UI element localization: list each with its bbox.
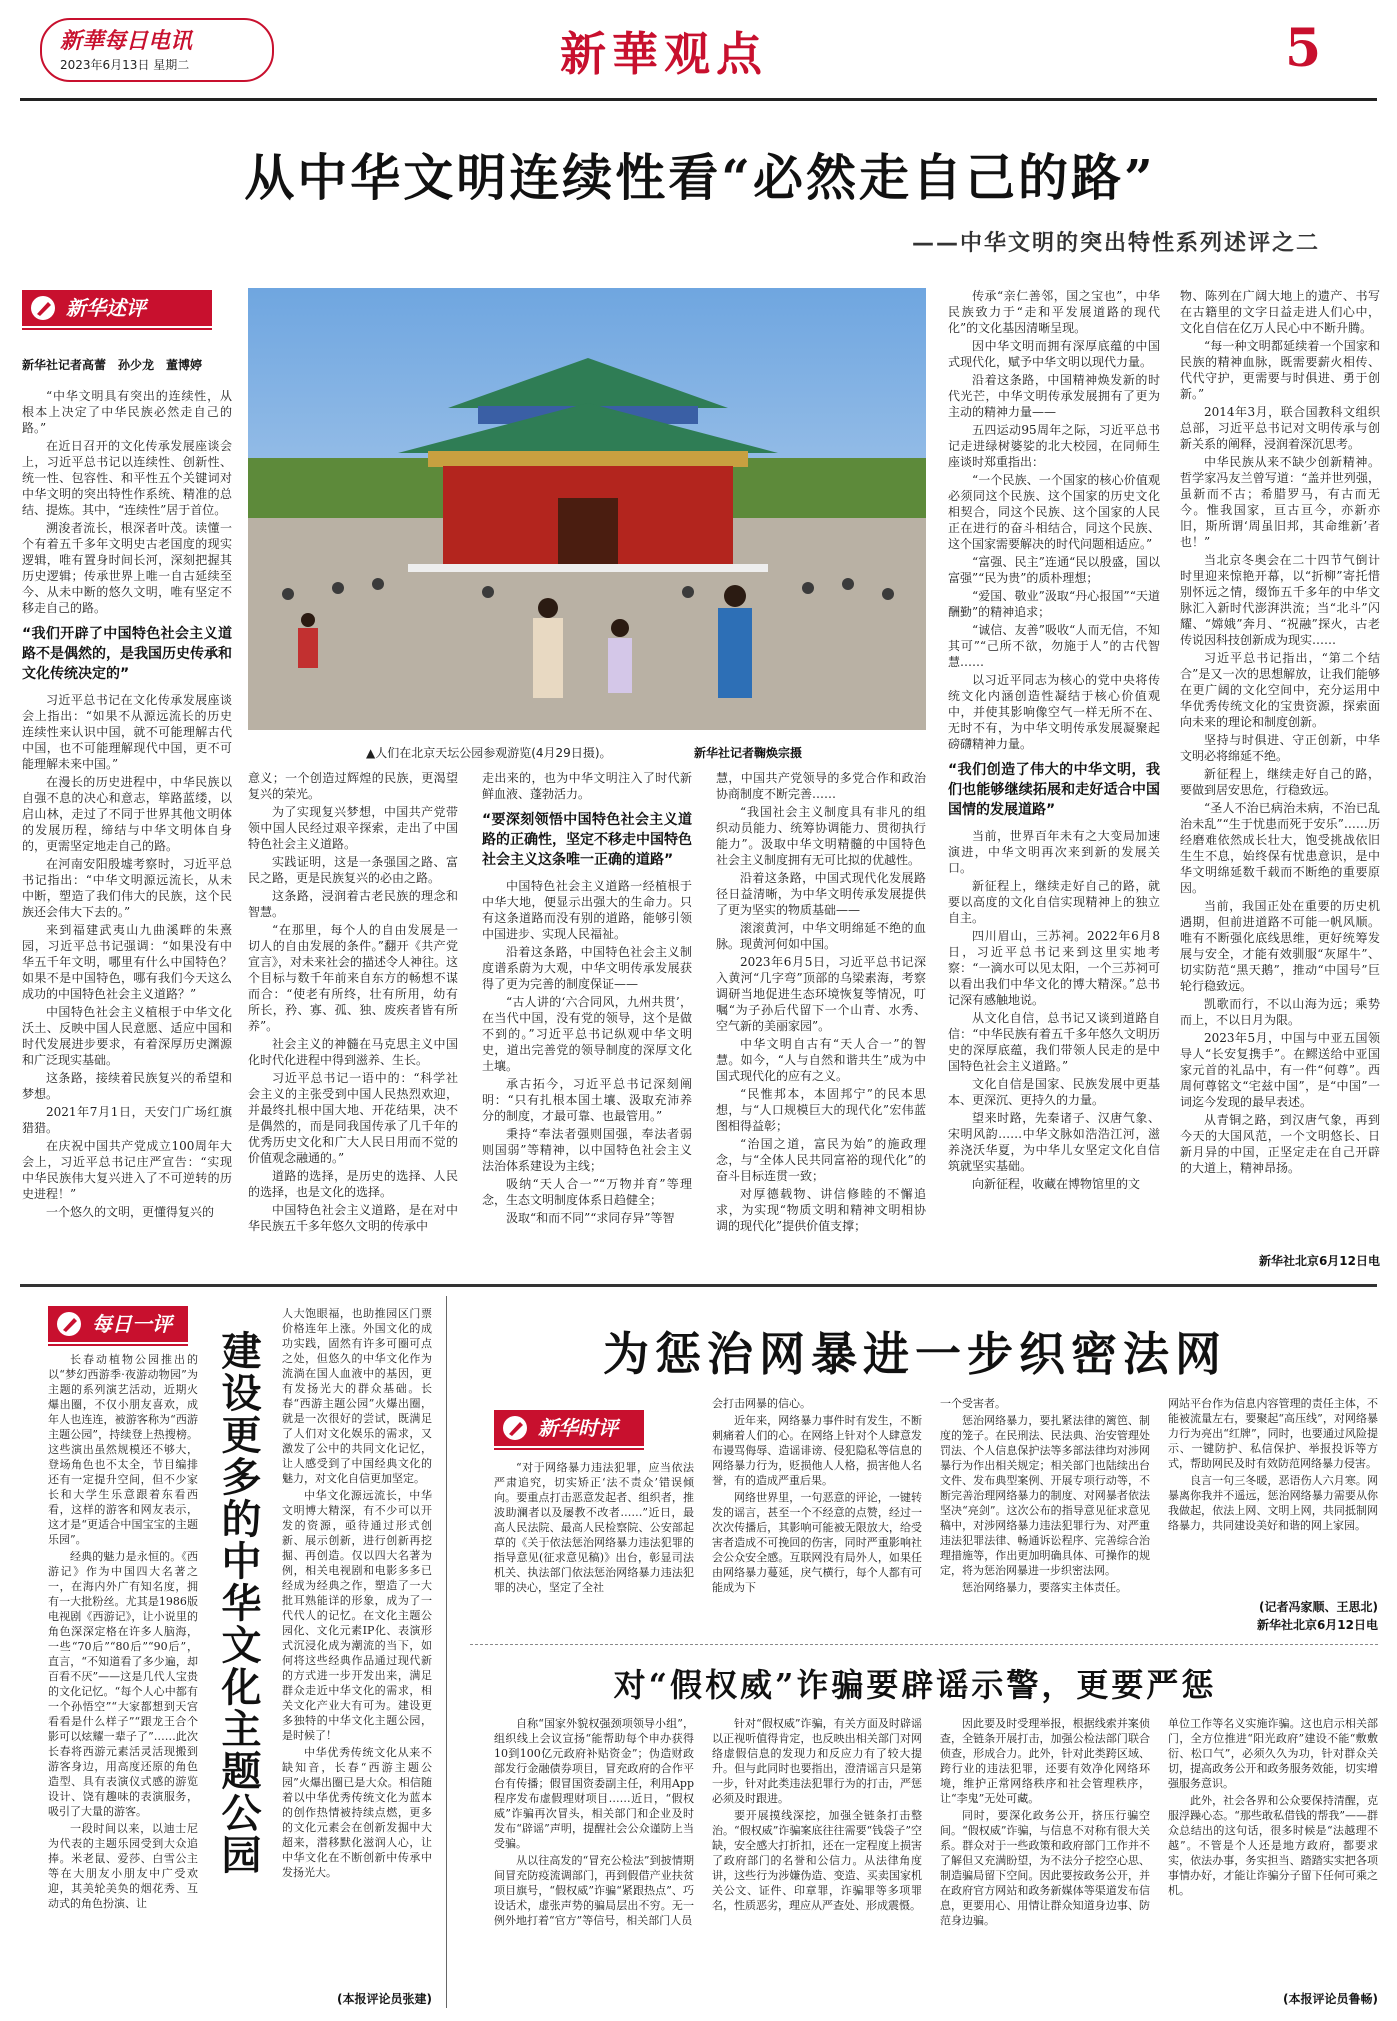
paragraph: 沿着这条路，中国精神焕发新的时代光芒，中华文明传承发展拥有了更为主动的精神力量——: [948, 373, 1160, 419]
paragraph: 中华优秀传统文化从来不缺知音，长春“西游主题公园”火爆出圈已是大众。相信随着以中华优秀传统文化为蓝本的创作热情被持续点燃，更多的文化元素会在创新发掘中大超来，潜移默化滋润人心，让中华文化在不断创新中传承中发扬光大。: [282, 1746, 432, 1879]
paragraph: 此外，社会各界和公众要保持清醒，克服浮躁心态。“那些敢私借钱的帮我”——群众总结出的这句话，很多时候是“法越理不越”。不管是个人还是地方政府，都要求实，依法办事，务实担当、踏踏实实把各项事情办好，才能让诈骗分子留下任何可乘之机。: [1168, 1794, 1378, 1897]
paragraph: “每一种文明都延续着一个国家和民族的精神血脉，既需要薪火相传、代代守护，更需要与时俱进、勇于创新。”: [1180, 339, 1380, 401]
paragraph: 汲取“和而不同”“求同存异”等智: [506, 1211, 675, 1225]
paragraph: 近年来，网络暴力事件时有发生，不断刺痛着人们的心。在网络上针对个人肆意发布谩骂侮辱、造谣诽谤、侵犯隐私等信息的网络暴力行为，贬损他人人格，损害他人名誉，有的造成严重后果。: [712, 1414, 922, 1487]
paragraph: 传承“亲仁善邻，国之宝也”，中华民族致力于“走和平发展道路的现代化”的文化基因清晰呈现。: [948, 289, 1160, 335]
main-column-2: [248, 770, 458, 1270]
xinhua-commentary-tag: [22, 290, 212, 326]
main-title: 从中华文明连续性看“必然走自己的路”: [244, 148, 1156, 207]
paragraph: 2023年6月5日，习近平总书记深入黄河“几字弯”顶部的乌梁素海，考察调研当地促进生态环境恢复等情况，叮嘱“为子孙后代留下一个山青、水秀、空气新的美丽家园”。: [716, 955, 926, 1033]
paper-name: 新華每日电讯: [60, 28, 193, 54]
paragraph: 一个受害者。: [940, 1397, 1006, 1410]
commentary3-column-2: [712, 1716, 922, 2006]
paragraph: “我国社会主义制度具有非凡的组织动员能力、统筹协调能力、贯彻执行能力”。汲取中华文明精髓的中国特色社会主义制度拥有无可比拟的优越性。: [716, 805, 926, 867]
commentary1-title: 建设更多的中华文化主题公园: [215, 1330, 262, 1876]
paragraph: 意义；一个创造过辉煌的民族，更渴望复兴的荣光。: [248, 771, 458, 801]
paragraph: 长春动植物公园推出的以“梦幻西游季·夜游动物园”为主题的系列演艺活动，近期火爆出圈，不仅小朋友喜欢，成年人也连连，被游客称为“西游主题公园”，持续登上热搜榜。这些演出虽然规模还不够大，登场角色也不太全，节目编排还有一定提升空间，但不少家长和大学生乐意跟着东看西看，这样的游客和网友表示，这才是“更适合中国宝宝的主题乐园”。: [48, 1353, 198, 1546]
paragraph: 会打击网暴的信心。: [712, 1397, 811, 1410]
dashed-divider: [470, 1644, 1378, 1645]
tag-label: 新华时评: [538, 1416, 618, 1440]
paragraph: “古人讲的‘六合同风，九州共贯’，在当代中国，没有党的领导，这个是做不到的。”习近平总书记纵观中华文明史，道出完善党的领导制度的深厚文化土壤。: [482, 995, 692, 1073]
main-signoff: 新华社北京6月12日电: [1258, 1254, 1380, 1268]
paragraph: 当前，我国正处在重要的历史机遇期，但前进道路不可能一帆风顺。唯有不断强化底线思维，更好统筹发展与安全，才能有效驯服“灰犀牛”、切实防范“黑天鹅”，推动“中国号”巨轮行稳致远。: [1180, 899, 1380, 993]
paragraph: 从青铜之路，到汉唐气象，再到今天的大国风范，一个文明悠长、日新月异的中国，正坚定走在自己开辟的大道上，精神昂扬。: [1180, 1113, 1380, 1175]
paragraph: “一个民族、一个国家的核心价值观必须同这个民族、这个国家的历史文化相契合，同这个民族、这个国家的人民正在进行的奋斗相结合，同这个民族、这个国家需要解决的时代问题相适应。”: [948, 473, 1160, 551]
paragraph: 吸纳“天人合一”“万物并育”等理念，生态文明制度体系日趋健全；: [482, 1177, 692, 1207]
commentary2-column-3: [940, 1396, 1150, 1636]
paragraph: 经典的魅力是永恒的。《西游记》作为中国四大名著之一，在海内外广有知名度，拥有一大批粉丝。尤其是1986版电视剧《西游记》，让小说里的角色深深定格在许多人脑海，一些“70后”“80后”“90后”，直言，“不知道看了多少遍，却百看不厌”——这是几代人宝贵的文化记忆。“每个人心中都有一个孙悟空”“大家都想到天宫看看是什么样子”“跟龙王合个影可以炫耀一辈子了”……此次长春将西游元素活灵活现搬到游客身边，用高度还原的角色造型、具有表演仪式感的游览设计、饶有趣味的表演服务，吸引了大量的游客。: [48, 1550, 198, 1818]
paragraph: 在庆祝中国共产党成立100周年大会上，习近平总书记庄严宣告：“实现中华民族伟大复兴进入了不可逆转的历史进程！”: [22, 1139, 232, 1201]
paragraph: 对厚德载物、讲信修睦的不懈追求，为实现“物质文明和精神文明相协调的现代化”提供价值支撑；: [716, 1187, 926, 1233]
paragraph: 单位工作等名义实施诈骗。这也启示相关部门，全方位推进“阳光政府”建设不能“敷敷衍、松口气”，必须久久为功，针对群众关切，提高政务公开和政务服务效能，切实增强服务意识。: [1168, 1717, 1378, 1790]
paragraph: 在河南安阳殷墟考察时，习近平总书记指出：“中华文明源远流长，从未中断，塑造了我们伟大的民族，这个民族还会伟大下去的。”: [22, 857, 232, 919]
commentary1-column-1: [48, 1352, 198, 2008]
commentary1-signoff: (本报评论员张建): [337, 1992, 432, 2006]
paragraph: 一个悠久的文明，更懂得复兴的: [46, 1205, 215, 1219]
tag-label: 每日一评: [92, 1312, 172, 1336]
vertical-divider: [446, 1296, 447, 2008]
paragraph: 同时，要深化政务公开，挤压行骗空间。“假权威”诈骗，与信息不对称有很大关系。群众对于一些政策和政府部门工作并不了解但又充满盼望，为不法分子挖空心思、制造骗局留下空间。因此要按政务公开，并在政府官方网站和政务新媒体等渠道发布信息，更要用心、用情让群众知道身边事、防范身边骗。: [940, 1809, 1150, 1927]
paragraph: 针对“假权威”诈骗，有关方面及时辟谣以正视听值得肯定，也反映出相关部门对网络虚假信息的发现力和反应力有了较大提升。但与此同时也要指出，澄清谣言只是第一步，针对此类违法犯罪行为的打击，严惩必须及时跟进。: [712, 1717, 922, 1805]
main-column-4: [716, 770, 926, 1270]
paragraph: “中华文明具有突出的连续性，从根本上决定了中华民族必然走自己的路。”: [22, 389, 232, 435]
paragraph: 中国特色社会主义道路，是在对中华民族五千多年悠久文明的传承中: [248, 1203, 458, 1233]
paragraph: 人大饱眼福，也助推园区门票价格连年上涨。外国文化的成功实践，固然有许多可圈可点之处，但悠久的中华文化作为流淌在国人血液中的基因，更有发扬光大的群众基础。长春“西游主题公园”火爆出圈，就是一次很好的尝试，既满足了人们对文化娱乐的需求，又激发了公中的共同文化记忆，让人感受到了中国经典文化的魅力，对文化自信更加坚定。: [282, 1307, 432, 1485]
commentary3-title: 对“假权威”诈骗要辟谣示警，更要严惩: [613, 1666, 1217, 1704]
paragraph: 文化自信是国家、民族发展中更基本、更深沉、更持久的力量。: [948, 1077, 1160, 1107]
paragraph: 中国特色社会主义植根于中华文化沃土、反映中国人民意愿、适应中国和时代发展进步要求，有着深厚历史渊源和广泛现实基础。: [22, 1005, 232, 1067]
pen-icon: [28, 295, 58, 321]
paragraph: 这条路，接续着民族复兴的希望和梦想。: [22, 1071, 232, 1101]
paragraph: 溯浚者流长，根深者叶茂。读懂一个有着五千多年文明史古老国度的现实逻辑，唯有置身时间长河，深刻把握其历史逻辑；传承世界上唯一自古延续至今、从未中断的悠久文明，唯有坚定不移走自己的路。: [22, 521, 232, 615]
paragraph: 为了实现复兴梦想，中国共产党带领中国人民经过艰辛探索，走出了中国特色社会主义道路。: [248, 805, 458, 851]
commentary3-column-4: [1168, 1716, 1378, 1986]
commentary2-column-1: [494, 1460, 694, 1636]
paragraph: 中华民族从来不缺少创新精神。哲学家冯友兰曾写道：“盖并世列强，虽新而不古；希腊罗马，有古而无今。惟我国家，亘古亘今，亦新亦旧，斯所谓‘周虽旧邦，其命维新’者也！”: [1180, 455, 1380, 549]
pen-icon: [500, 1415, 530, 1441]
section-subheading: “我们开辟了中国特色社会主义道路不是偶然的，是我国历史传承和文化传统决定的”: [22, 626, 232, 682]
paragraph: 这条路，浸润着古老民族的理念和智慧。: [248, 889, 458, 919]
commentary3-column-1: [494, 1716, 694, 2006]
xinhua-timely-comment-tag: [494, 1410, 644, 1446]
paragraph: 惩治网络暴力，要落实主体责任。: [962, 1581, 1127, 1594]
paragraph: 因此要及时受理举报，根据线索并案侦查，全链条开展打击，加强公检法部门联合侦查，形成合力。此外，针对此类跨区域、跨行业的违法犯罪，还要有效净化网络环境，维护正常网络秩序和社会管理秩序，让“李鬼”无处可藏。: [940, 1717, 1150, 1805]
paragraph: “圣人不治已病治未病，不治已乱治未乱”“生于忧患而死于安乐”……历经磨难依然成长壮大，饱受挑战依旧生生不息，始终保有忧患意识，是中华文明绵延数千载而不断绝的重要原因。: [1180, 801, 1380, 895]
commentary3-column-3: [940, 1716, 1150, 2006]
paragraph: 网络世界里，一句恶意的评论，一键转发的谣言，甚至一个不经意的点赞，经过一次次传播后，其影响可能被无限放大，给受害者造成不可挽回的伤害，同时严重影响社会公众安全感。互联网没有局外人，如果任由网络暴力蔓延，戾气横行，每个人都有可能成为下: [712, 1491, 922, 1594]
paragraph: “民惟邦本，本固邦宁”的民本思想，与“人口规模巨大的现代化”宏伟蓝图相得益彰；: [716, 1087, 926, 1133]
paragraph: 在漫长的历史进程中，中华民族以自强不息的决心和意志，筚路蓝缕，以启山林，走过了不同于世界其他文明体的发展历程，缔结与中华文明体自身的，更需坚定地走自己的路。: [22, 775, 232, 853]
paragraph: 来到福建武夷山九曲溪畔的朱熹园，习近平总书记强调：“如果没有中华五千年文明，哪里有什么中国特色？如果不是中国特色，哪有我们今天这么成功的中国特色社会主义道路？”: [22, 923, 232, 1001]
paragraph: 沿着这条路，中国特色社会主义制度谱系蔚为大观，中华文明传承发展获得了更为完善的制度保证——: [482, 945, 692, 991]
paragraph: 自称“国家外貌权强颈项领导小组”，组织线上会议宣扬“能帮助每个申办获得10到100亿元政府补贴资金”；伪造财政部发行金融债券项目，冒充政府的合作平台有传播；假冒国资委副主任，利用App程序发布虚假理财项目……近日，“假权威”诈骗再次冒头，相关部门和企业及时发布“辟谣”声明，提醒社会公众谨防上当受骗。: [494, 1717, 694, 1850]
paragraph: 当前，世界百年未有之大变局加速演进，中华文明再次来到新的发展关口。: [948, 829, 1160, 875]
paragraph: 承古拓今，习近平总书记深刻阐明：“只有扎根本国土壤、汲取充沛养分的制度，才最可靠、也最管用。”: [482, 1077, 692, 1123]
photo-credit: 新华社记者鞠焕宗摄: [694, 746, 803, 760]
issue-date: 2023年6月13日 星期二: [60, 58, 190, 72]
paragraph: 从以往高发的“冒充公检法”到披情期间冒充防疫流调部门，再到假借产业扶贫项目旗号，“假权威”诈骗“紧跟热点”、巧设话术，虚张声势的骗局层出不穷。无一例外地打着“官方”等信号，相关部门人员: [494, 1854, 694, 1927]
paragraph: 物、陈列在广阔大地上的遗产、书写在古籍里的文字日益走进人们心中，文化自信在亿万人民心中不断升腾。: [1180, 289, 1380, 335]
paragraph: 习近平总书记指出，“第二个结合”是又一次的思想解放，让我们能够在更广阔的文化空间中，充分运用中华优秀传统文化的宝贵资源，探索面向未来的理论和制度创新。: [1180, 651, 1380, 729]
paragraph: 四川眉山，三苏祠。2022年6月8日，习近平总书记来到这里实地考察：“一滴水可以见太阳，一个三苏祠可以看出我们中华文化的博大精深。”总书记深有感触地说。: [948, 929, 1160, 1007]
paragraph: 新征程上，继续走好自己的路，就要以高度的文化自信实现精神上的独立自主。: [948, 879, 1160, 925]
paragraph: 良言一句三冬暖，恶语伤人六月寒。网暴离你我并不遥远，惩治网络暴力需要从你我做起，依法上网、文明上网，共同抵制网络暴力，共同建设美好和谐的网上家园。: [1168, 1474, 1378, 1532]
main-column-3: [482, 770, 692, 1270]
section-subheading: “要深刻领悟中国特色社会主义道路的正确性，坚定不移走中国特色社会主义这条唯一正确的道路”: [482, 812, 692, 868]
paragraph: 从文化自信，总书记又谈到道路自信：“中华民族有着五千多年悠久文明历史的深厚底蕴，我们带领人民走的是中国特色社会主义道路。”: [948, 1011, 1160, 1073]
paragraph: 2021年7月1日，天安门广场红旗猎猎。: [22, 1105, 232, 1135]
paragraph: “治国之道，富民为始”的施政理念，与“全体人民共同富裕的现代化”的奋斗目标连贯一致；: [716, 1137, 926, 1183]
paragraph: 走出来的，也为中华文明注入了时代新鲜血液、蓬勃活力。: [482, 771, 692, 801]
paragraph: 以习近平同志为核心的党中央将传统文化内涵创造性凝结于核心价值观中，并使其影响像空气一样无所不在、无时不有，为中华文明传承发展凝聚起磅礴精神力量。: [948, 673, 1160, 751]
paragraph: 新征程上，继续走好自己的路，要做到居安思危，行稳致远。: [1180, 767, 1380, 797]
main-column-1: [22, 388, 232, 1270]
paragraph: 凯歌而行，不以山海为远；乘势而上，不以日月为限。: [1180, 997, 1380, 1027]
paragraph: 在近日召开的文化传承发展座谈会上，习近平总书记以连续性、创新性、统一性、包容性、和平性五个关键词对中华文明的突出特性作系统、精准的总结、提炼。其中，“连续性”居于首位。: [22, 439, 232, 517]
paragraph: 一段时间以来，以迪士尼为代表的主题乐园受到大众追捧。米老鼠、爱莎、白雪公主等在大朋友小朋友中广受欢迎，其美轮美奂的烟花秀、互动式的角色扮演、让: [48, 1822, 198, 1910]
paragraph: “诚信、友善”吸收“人而无信，不知其可”“己所不欲，勿施于人”的古代智慧……: [948, 623, 1160, 669]
paragraph: 坚持与时俱进、守正创新，中华文明必将绵延不绝。: [1180, 733, 1380, 763]
commentary2-column-2: [712, 1396, 922, 1636]
daily-commentary-tag: [48, 1306, 188, 1342]
paragraph: 习近平总书记在文化传承发展座谈会上指出：“如果不从源远流长的历史连续性来认识中国，就不可能理解古代中国，也不可能理解现代中国，更不可能理解未来中国。”: [22, 693, 232, 771]
paragraph: 中国特色社会主义道路一经植根于中华大地，便显示出强大的生命力。只有这条道路而没有别的道路，能够引领中国进步、实现人民福祉。: [482, 879, 692, 941]
paragraph: “富强、民主”连通“民以殷盛，国以富强”“民为贵”的质朴理想；: [948, 555, 1160, 585]
section-subheading: “我们创造了伟大的中华文明，我们也能够继续拓展和走好适合中国国情的发展道路”: [948, 762, 1160, 818]
main-column-6: [1180, 288, 1380, 1248]
paragraph: 实践证明，这是一条强国之路、富民之路，更是民族复兴的必由之路。: [248, 855, 458, 885]
paragraph: 秉持“奉法者强则国强，奉法者弱则国弱”等精神，以中国特色社会主义法治体系建设为主线；: [482, 1127, 692, 1173]
pen-icon: [54, 1311, 84, 1337]
page-number: 5: [1285, 18, 1322, 79]
paragraph: 滚滚黄河，中华文明绵延不绝的血脉。现黄河何如中国。: [716, 921, 926, 951]
section-divider: [20, 1284, 1377, 1287]
commentary2-signoff: 新华社北京6月12日电: [1256, 1618, 1378, 1632]
photo-illustration: [248, 288, 926, 730]
paragraph: 五四运动95周年之际，习近平总书记走进绿树婆娑的北大校园，在同师生座谈时郑重指出：: [948, 423, 1160, 469]
tag-label: 新华述评: [66, 296, 146, 320]
masthead: [0, 0, 1397, 100]
temple-of-heaven-photo: [248, 288, 926, 730]
paragraph: “爱国、敬业”汲取“丹心报国”“天道酬勤”的精神追求；: [948, 589, 1160, 619]
main-subtitle: ——中华文明的突出特性系列述评之二: [911, 231, 1320, 256]
commentary3-signoff: (本报评论员鲁畅): [1283, 1992, 1378, 2006]
paragraph: 惩治网络暴力，要扎紧法律的篱笆、制度的笼子。在民刑法、民法典、治安管理处罚法、个人信息保护法等多部法律均对涉网暴行为作出相关规定；相关部门也陆续出台文件、发布典型案例、开展专项行动等，不断完善治理网络暴力的制度、对网暴者依法坚决“亮剑”。这次公布的指导意见征求意见稿中，对涉网络暴力违法犯罪行为、对严重违法犯罪法律、畅通诉讼程序、完善综合治理措施等，作出更加明确具体、可操作的规定，将为惩治网暴进一步织密法网。: [940, 1414, 1150, 1577]
masthead-rule: [20, 98, 1377, 101]
paragraph: 社会主义的神髓在马克思主义中国化时代化进程中得到滋养、生长。: [248, 1037, 458, 1067]
paragraph: “在那里，每个人的自由发展是一切人的自由发展的条件。”翻开《共产党宣言》，对未来社会的描述令人神往。这个目标与数千年前来自东方的畅想不谋而合：“使老有所终，壮有所用，幼有所长，矜、寡、孤、独、废疾者皆有所养”。: [248, 923, 458, 1033]
paragraph: 因中华文明而拥有深厚底蕴的中国式现代化，赋予中华文明以现代力量。: [948, 339, 1160, 369]
commentary1-column-2: [282, 1306, 432, 1988]
paragraph: 习近平总书记一语中的：“科学社会主义的主张受到中国人民热烈欢迎，并最终扎根中国大地、开花结果，决不是偶然的，而是同我国传承了几千年的优秀历史文化和广大人民日用而不觉的价值观念融通的。”: [248, 1071, 458, 1165]
commentary2-column-4: [1168, 1396, 1378, 1596]
main-column-5: [948, 288, 1160, 1270]
paragraph: 2023年5月，中国与中亚五国领导人“长安复携手”。在鳏送给中亚国家元首的礼品中，有一件“何尊”。西周何尊铭文“宅兹中国”，是“中国”一词迄今发现的最早表述。: [1180, 1031, 1380, 1109]
paragraph: 要开展摸线深挖，加强全链条打击整治。“假权威”诈骗案底往往需要“钱袋子”空缺，安全感大打折扣，还在一定程度上损害了政府部门的名誉和公信力。从法律角度讲，这些行为涉嫌伪造、变造、买卖国家机关公文、证件、印章罪，诈骗罪等多项罪名，性质恶劣，理应从严查处、形成震慑。: [712, 1809, 922, 1912]
commentary2-title: 为惩治网暴进一步织密法网: [603, 1327, 1227, 1381]
paragraph: 望来时路，先秦诸子、汉唐气象、宋明风韵……中华文脉如浩浩江河，滋养浇沃华夏，为中华儿女坚定文化自信筑就坚实基础。: [948, 1111, 1160, 1173]
paragraph: 网站平台作为信息内容管理的责任主体，不能被流量左右，要聚起“高压线”，对网络暴力行为亮出“红牌”，同时，也要通过风险提示、一键防护、私信保护、举报投诉等方式，帮助网民及时有效防范网络暴力侵害。: [1168, 1397, 1378, 1470]
paragraph: 道路的选择，是历史的选择、人民的选择，也是文化的选择。: [248, 1169, 458, 1199]
paragraph: 2014年3月，联合国教科文组织总部，习近平总书记对文明传承与创新关系的阐释，浸润着深沉思考。: [1180, 405, 1380, 451]
paragraph: 中华文化源远流长，中华文明博大精深，有不少可以开发的资源，亟待通过形式创新、展示创新，进行创新再挖掘、再创造。仅以四大名著为例，相关电视剧和电影多多已经成为经典之作，塑造了一大批耳熟能详的形象，成为了一代代人的记忆。在文化主题公园化、文化元素IP化、表演形式沉浸化成为潮流的当下，如何将这些经典作品通过现代新的方式进一步开发出来，满足群众走近中华文化的需求，相关文化产业大有可为。建设更多独特的中华文化主题公园，是时候了！: [282, 1489, 432, 1742]
paragraph: 慧，中国共产党领导的多党合作和政治协商制度不断完善……: [716, 771, 926, 801]
paragraph: 向新征程，收藏在博物馆里的文: [972, 1177, 1141, 1191]
paragraph: 当北京冬奥会在二十四节气倒计时里迎来惊艳开幕，以“折柳”寄托惜别怀远之情，缀饰五千多年的中华文脉汇入新时代澎湃洪流；当“北斗”闪耀、“嫦娥”奔月、“祝融”探火，古老传说因科技创新成为现实……: [1180, 553, 1380, 647]
section-title: 新華观点: [560, 27, 768, 81]
byline: 新华社记者高蕾 孙少龙 董博婷: [22, 358, 203, 372]
paragraph: 沿着这条路，中国式现代化发展路径日益清晰，为中华文明传承发展提供了更为坚实的物质基础——: [716, 871, 926, 917]
commentary2-reporters: (记者冯家顺、王思北): [1259, 1600, 1378, 1614]
paragraph: “对于网络暴力违法犯罪，应当依法严肃追究，切实矫正‘法不责众’错误倾向。要重点打击恶意发起者、组织者，推波助澜者以及屡教不改者……”近日，最高人民法院、最高人民检察院、公安部起草的《关于依法惩治网络暴力违法犯罪的指导意见(征求意见稿)》出台，彰显司法机关、执法部门依法惩治网络暴力违法犯罪的决心，坚定了全社: [494, 1461, 694, 1594]
paragraph: 中华文明自古有“天人合一”的智慧。如今，“人与自然和谐共生”成为中国式现代化的应有之义。: [716, 1037, 926, 1083]
photo-caption: ▲人们在北京天坛公园参观游览(4月29日摄)。: [366, 746, 612, 760]
